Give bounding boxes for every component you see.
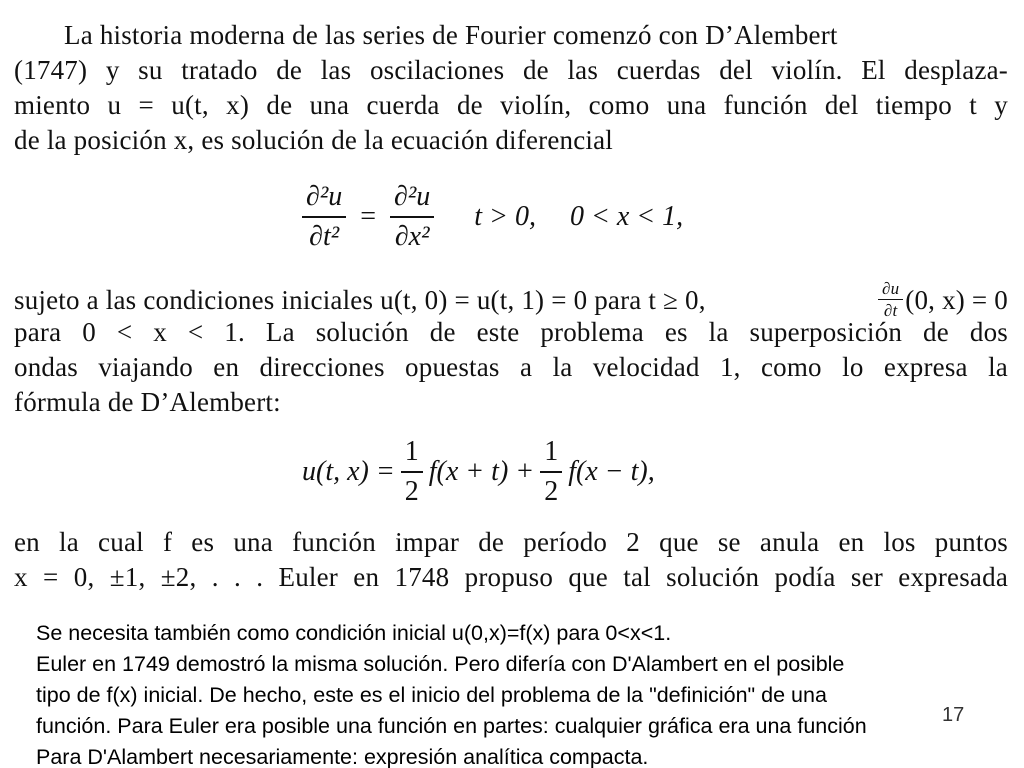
condition-time: t > 0,	[474, 201, 536, 232]
note-line: Euler en 1749 demostró la misma solución. Pero difería con D'Alambert en el posible	[36, 652, 845, 676]
page-number: 17	[942, 704, 965, 726]
note-line: tipo de f(x) inicial. De hecho, este es el inicio del problema de la "definición" de una	[36, 683, 827, 707]
fraction-numerator: ∂²u	[390, 180, 434, 218]
text-line-initial-conditions	[14, 280, 1008, 319]
one-half-fraction	[401, 435, 423, 509]
formula-term: f(x − t),	[568, 456, 655, 487]
text-line: fórmula de D’Alembert:	[14, 387, 281, 417]
note-line: Se necesita también como condición inicial u(0,x)=f(x) para 0<x<1.	[36, 621, 672, 645]
fraction-denominator: 2	[544, 476, 559, 507]
text-line: x = 0, ±1, ±2, . . . Euler en 1748 propuso que tal solución podía ser expresada	[14, 562, 1008, 592]
text-line: La historia moderna de las series de Fourier comenzó con D’Alembert	[64, 20, 838, 50]
fraction-denominator: 2	[404, 476, 419, 507]
note-line: función. Para Euler era posible una función en partes: cualquier gráfica era una función	[36, 714, 867, 738]
wave-equation	[296, 180, 683, 254]
text-segment: (0, x) = 0	[905, 284, 1008, 315]
slide-notes	[36, 618, 1024, 768]
fraction-lhs	[302, 180, 346, 254]
fraction-numerator: 1	[401, 435, 423, 473]
dalembert-formula	[302, 435, 655, 509]
condition-space: 0 < x < 1,	[569, 201, 684, 232]
text-line: miento u = u(t, x) de una cuerda de violín, como una función del tiempo t y	[14, 90, 1008, 120]
fraction-denominator: ∂t	[883, 301, 898, 320]
fraction-rhs	[390, 180, 434, 254]
formula-lhs: u(t, x) =	[302, 456, 395, 487]
fraction-denominator: ∂x²	[394, 221, 430, 252]
formula-term: f(x + t) +	[428, 456, 535, 487]
text-line: ondas viajando en direcciones opuestas a la velocidad 1, como lo expresa la	[14, 352, 1008, 382]
partial-derivative-fraction	[878, 280, 903, 319]
note-line: Para D'Alambert necesariamente: expresión analítica compacta.	[36, 745, 649, 768]
text-line: (1747) y su tratado de las oscilaciones de las cuerdas del violín. El desplaza-	[14, 55, 1008, 85]
text-line: para 0 < x < 1. La solución de este problema es la superposición de dos	[14, 317, 1008, 347]
text-line: de la posición x, es solución de la ecuación diferencial	[14, 125, 613, 155]
text-segment: sujeto a las condiciones iniciales u(t, 0) = u(t, 1) = 0 para t ≥ 0,	[14, 284, 706, 315]
text-line: en la cual f es una función impar de período 2 que se anula en los puntos	[14, 527, 1008, 557]
fraction-numerator: ∂²u	[302, 180, 346, 218]
fraction-numerator: 1	[540, 435, 562, 473]
equals-sign: =	[360, 201, 377, 232]
fraction-denominator: ∂t²	[309, 221, 340, 252]
fraction-numerator: ∂u	[878, 280, 903, 300]
one-half-fraction	[540, 435, 562, 509]
